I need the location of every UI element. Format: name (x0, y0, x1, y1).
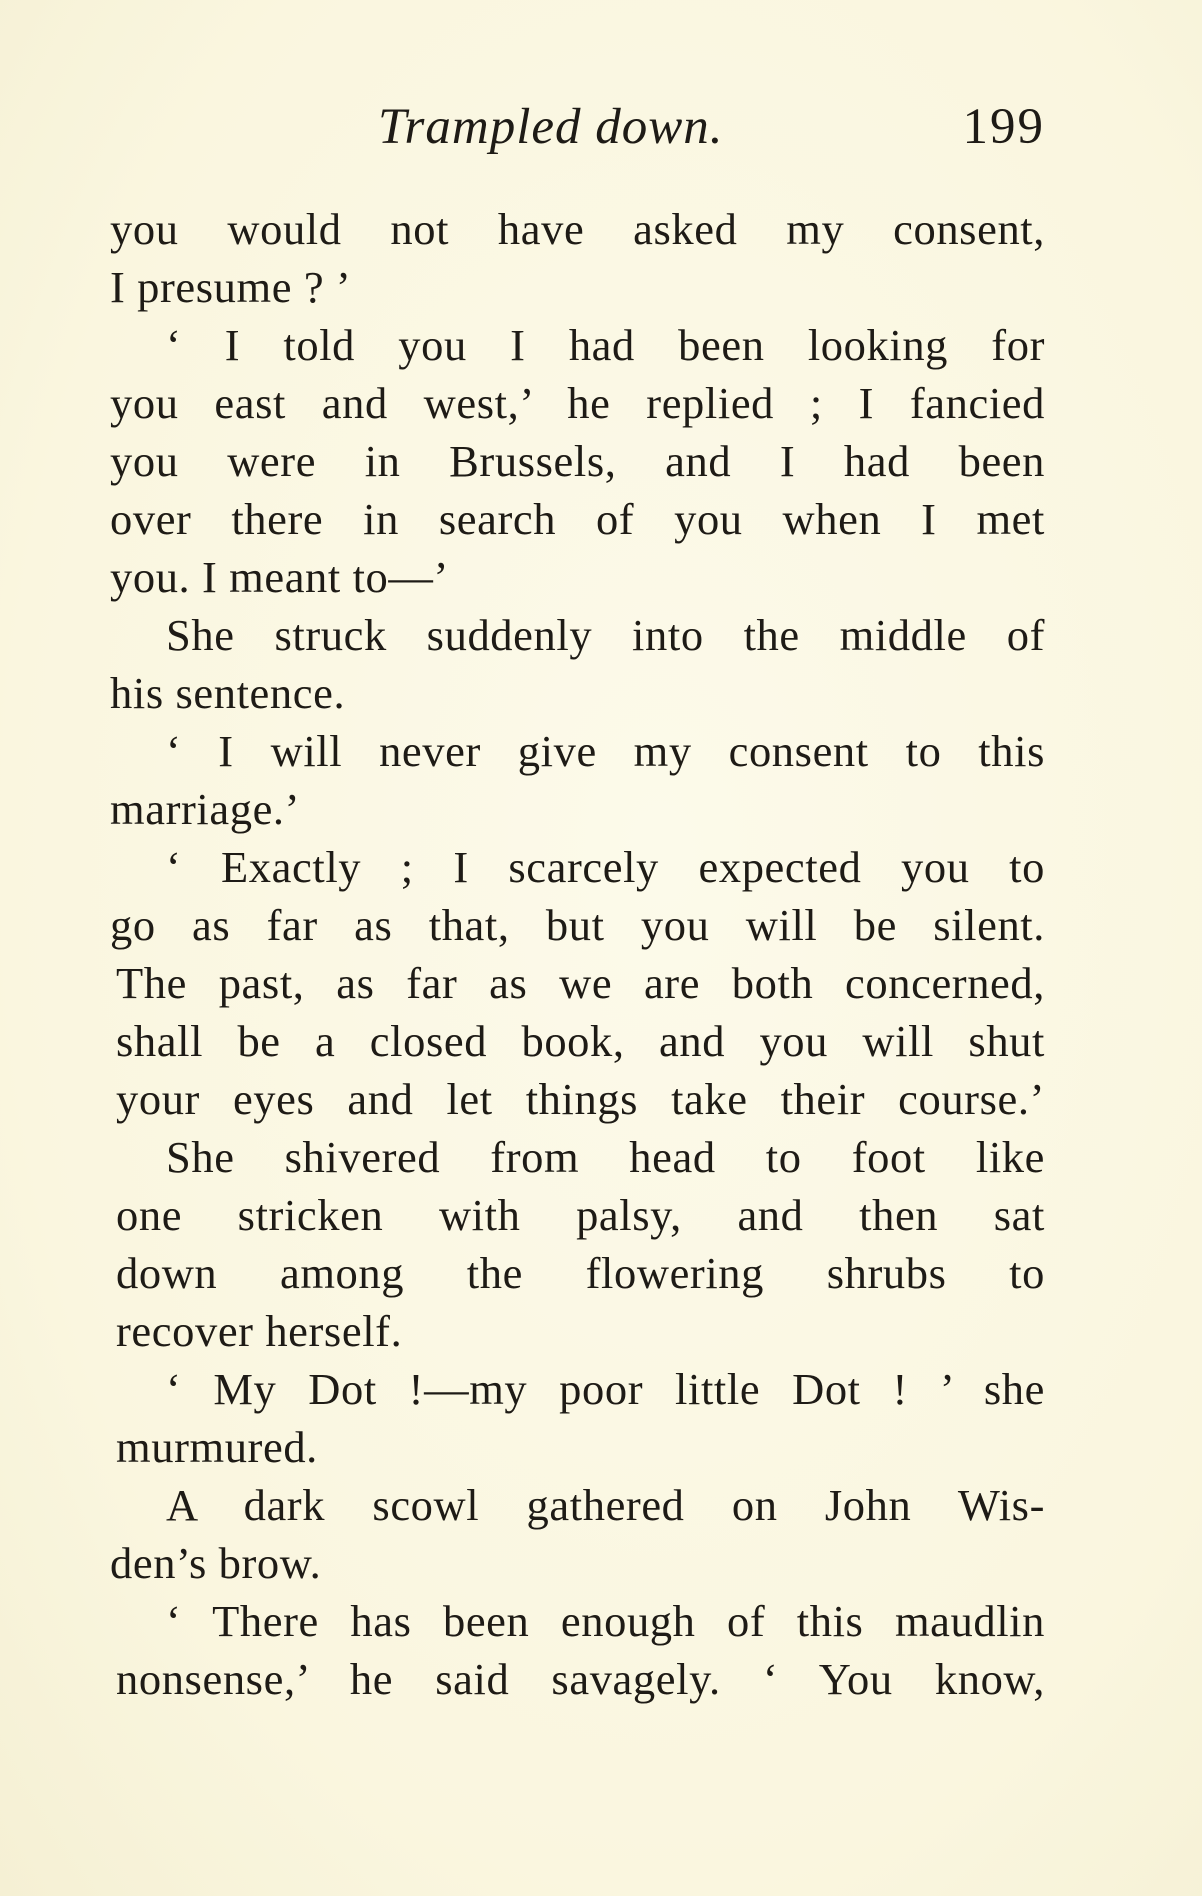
text-line: one stricken with palsy, and then sat (116, 1190, 1045, 1240)
text-line: I presume ? ’ (110, 262, 352, 312)
text-line: ‘ I told you I had been looking for (166, 320, 1045, 370)
text-line: your eyes and let things take their course.’ (116, 1074, 1045, 1124)
text-line: shall be a closed book, and you will shut (116, 1016, 1045, 1066)
text-line: den’s brow. (110, 1538, 322, 1588)
page-header (110, 98, 1045, 168)
text-line: ‘ There has been enough of this maudlin (166, 1596, 1045, 1646)
text-line: She struck suddenly into the middle of (166, 610, 1045, 660)
text-line: She shivered from head to foot like (166, 1132, 1045, 1182)
text-line: ‘ Exactly ; I scarcely expected you to (166, 842, 1045, 892)
text-line: The past, as far as we are both concerned, (116, 958, 1045, 1008)
text-line: ‘ I will never give my consent to this (166, 726, 1045, 776)
text-line: murmured. (116, 1422, 318, 1472)
text-line: ‘ My Dot !—my poor little Dot ! ’ she (166, 1364, 1045, 1414)
text-line: recover herself. (116, 1306, 403, 1356)
text-line: you would not have asked my consent, (110, 204, 1045, 254)
text-line: go as far as that, but you will be silent. (110, 900, 1045, 950)
text-line: over there in search of you when I met (110, 494, 1045, 544)
text-line: you were in Brussels, and I had been (110, 436, 1045, 486)
text-line: nonsense,’ he said savagely. ‘ You know, (116, 1654, 1045, 1704)
running-title: Trampled down. (378, 99, 724, 155)
text-line: you east and west,’ he replied ; I fancied (110, 378, 1045, 428)
text-line: marriage.’ (110, 784, 301, 834)
text-line: A dark scowl gathered on John Wis- (166, 1480, 1045, 1530)
text-line: down among the flowering shrubs to (116, 1248, 1045, 1298)
text-line: you. I meant to—’ (110, 552, 449, 602)
text-line: his sentence. (110, 668, 346, 718)
body-text (110, 200, 1045, 1708)
page-number: 199 (962, 99, 1045, 155)
